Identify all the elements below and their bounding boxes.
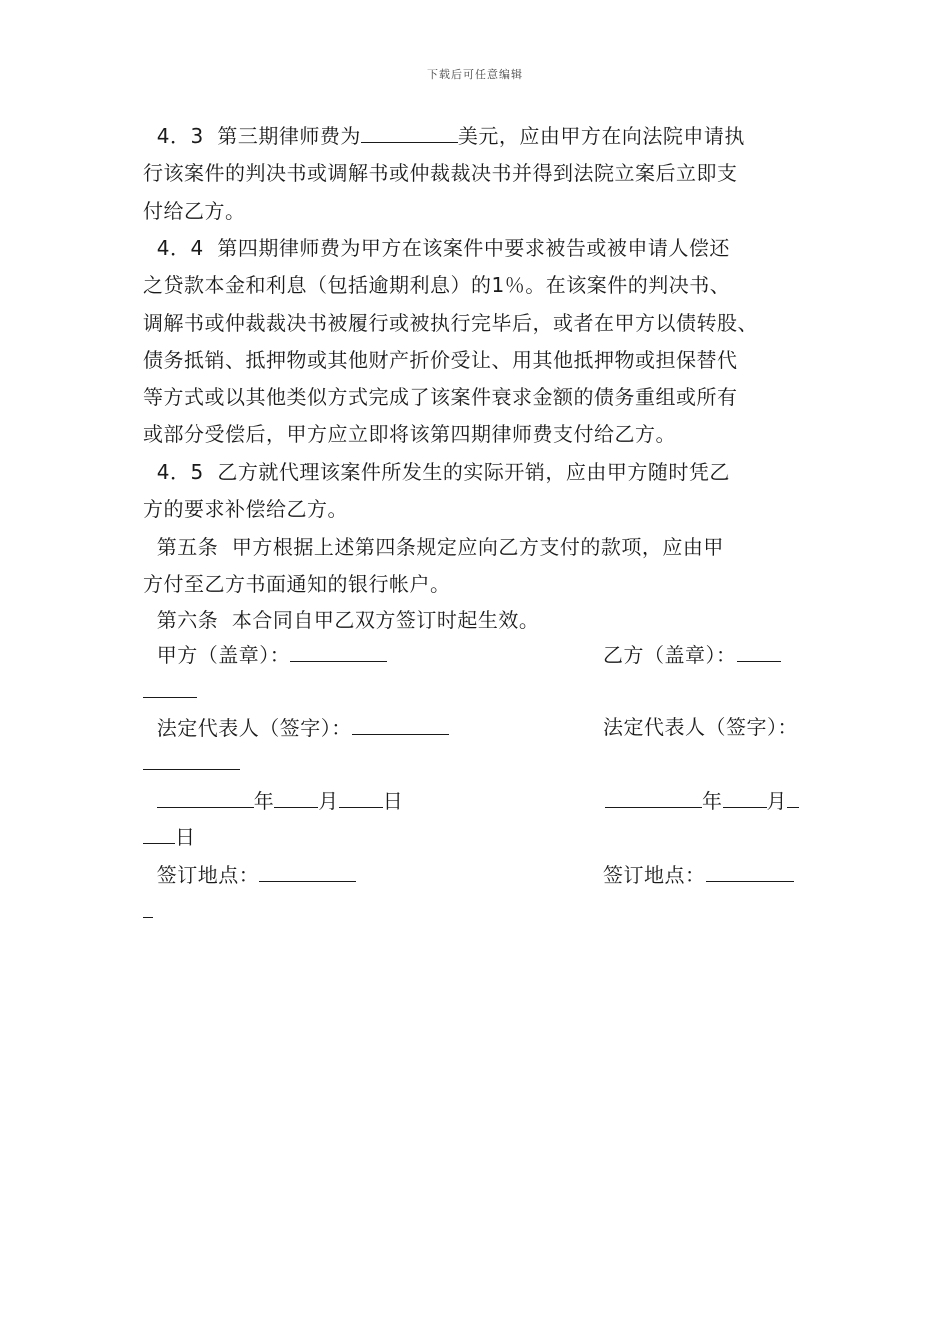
fill-blank [361, 121, 458, 143]
body-text: 债务抵销、抵押物或其他财产折价受让、用其他抵押物或担保替代 [143, 348, 738, 372]
party-b-date-line [605, 786, 799, 815]
party-b-year-blank [605, 786, 702, 808]
party-b-day-line [143, 822, 196, 851]
party-b-place-blank-cont [143, 896, 153, 925]
body-text: 方的要求补偿给乙方。 [143, 497, 348, 521]
body-text: 4．5 乙方就代理该案件所发生的实际开销，应由甲方随时凭乙 [143, 460, 730, 484]
party-a-rep-line [143, 713, 449, 742]
party-b-month-blank [723, 786, 767, 808]
body-line [143, 159, 738, 187]
body-text: 之贷款本金和利息（包括逾期利息）的1％。在该案件的判决书、 [143, 273, 731, 297]
party-b-year-label: 年 [702, 789, 723, 813]
party-b-rep-blank [143, 748, 240, 770]
party-b-place-blank [706, 860, 794, 882]
party-a-seal-line [143, 640, 387, 669]
body-line [143, 606, 539, 634]
party-b-place-label: 签订地点： [603, 863, 706, 887]
party-b-rep-label: 法定代表人（签字）： [603, 715, 798, 739]
party-a-month-blank [274, 786, 318, 808]
party-b-month-label: 月 [766, 789, 787, 813]
party-a-seal-blank [290, 640, 387, 662]
body-text: 或部分受偿后，甲方应立即将该第四期律师费支付给乙方。 [143, 422, 676, 446]
body-text: 第六条 本合同自甲乙双方签订时起生效。 [143, 608, 540, 632]
party-a-year-label: 年 [253, 789, 275, 813]
body-line [143, 458, 730, 486]
page-header: 下载后可任意编辑 [427, 68, 523, 81]
party-b-place-blank-2 [143, 896, 153, 918]
body-line [143, 570, 451, 598]
party-a-date-line [143, 786, 403, 815]
body-line [143, 533, 724, 561]
body-line [143, 495, 348, 523]
body-text: 付给乙方。 [143, 199, 246, 223]
party-b-rep-blank-line [143, 748, 240, 777]
party-b-seal-blank-2 [143, 676, 197, 698]
body-text: 4．3 第三期律师费为 [143, 124, 361, 148]
body-line [143, 383, 738, 411]
body-line [143, 309, 758, 337]
party-b-day-blank-2 [143, 822, 175, 844]
body-text: 行该案件的判决书或调解书或仲裁裁决书并得到法院立案后立即支 [143, 161, 738, 185]
party-a-place-line [143, 860, 356, 889]
body-text: 第五条 甲方根据上述第四条规定应向乙方支付的款项，应由甲 [143, 535, 724, 559]
party-a-month-label: 月 [318, 789, 339, 813]
body-line [143, 197, 246, 225]
party-b-seal-label: 乙方（盖章）： [603, 643, 737, 667]
party-b-seal-line [603, 640, 781, 669]
body-line [143, 121, 745, 150]
party-b-seal-blank [737, 640, 781, 662]
body-text: 调解书或仲裁裁决书被履行或被执行完毕后，或者在甲方以债转股、 [143, 311, 758, 335]
party-a-place-blank [259, 860, 356, 882]
party-b-seal-blank-cont [143, 676, 197, 705]
body-text: 美元，应由甲方在向法院申请执 [457, 124, 745, 148]
party-a-seal-label: 甲方（盖章）： [156, 643, 291, 667]
party-a-year-blank [157, 786, 254, 808]
body-line [143, 346, 738, 374]
party-a-place-label: 签订地点： [156, 863, 260, 887]
body-line [143, 420, 676, 448]
party-a-rep-label: 法定代表人（签字）： [156, 716, 352, 740]
party-b-day-blank [787, 786, 799, 808]
body-text: 等方式或以其他类似方式完成了该案件衰求金额的债务重组或所有 [143, 385, 738, 409]
party-a-day-label: 日 [382, 789, 404, 813]
body-text: 方付至乙方书面通知的银行帐户。 [143, 572, 451, 596]
party-b-rep-line [603, 713, 798, 741]
body-line [143, 234, 730, 262]
party-a-day-blank [339, 786, 383, 808]
party-b-place-line [603, 860, 794, 889]
party-a-rep-blank [352, 713, 449, 735]
party-b-day-label: 日 [175, 825, 196, 849]
body-text: 4．4 第四期律师费为甲方在该案件中要求被告或被申请人偿还 [143, 236, 730, 260]
body-line [143, 271, 730, 299]
